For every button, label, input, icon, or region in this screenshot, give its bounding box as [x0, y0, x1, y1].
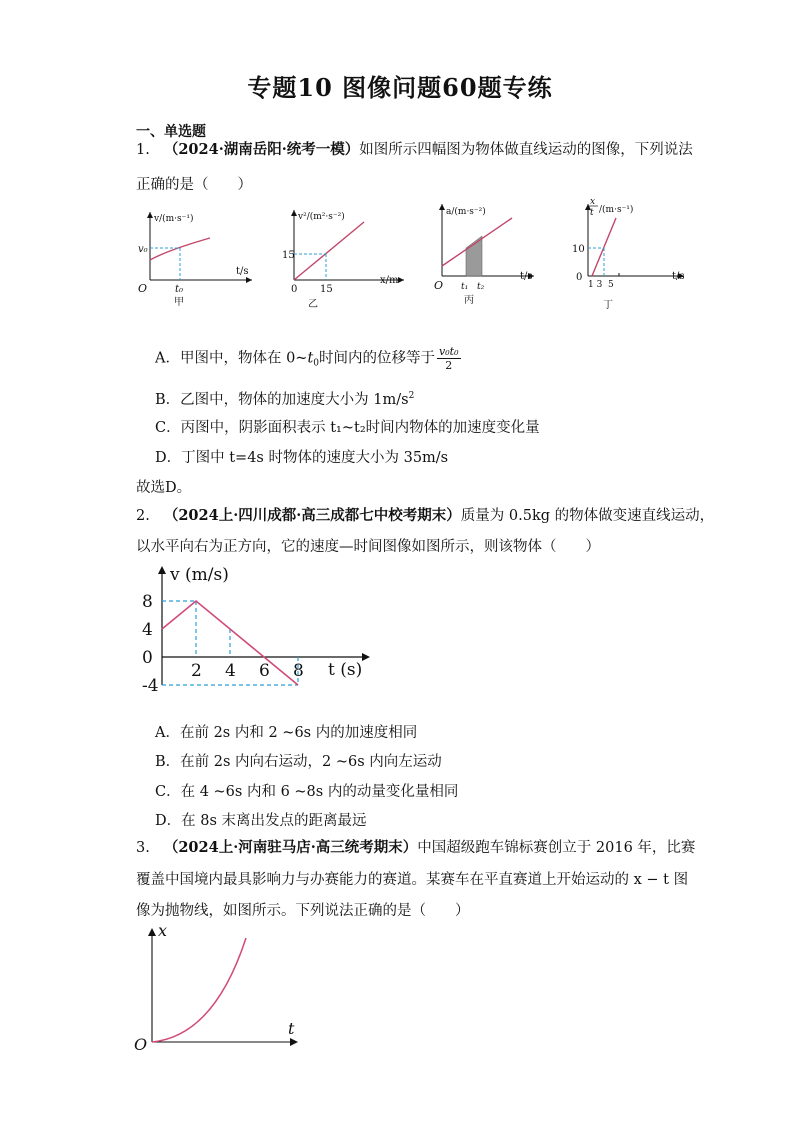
graph-yi-xlabel: x/m	[380, 275, 399, 286]
question-number: 3.	[136, 840, 150, 856]
xt-xlabel: t	[288, 1019, 295, 1038]
graph-ding-caption: 丁	[603, 300, 613, 311]
q1-option-a-text: A．甲图中，物体在 0~	[155, 350, 308, 367]
vt-ytick-label: 0	[142, 648, 153, 668]
question-3-line1	[136, 838, 695, 858]
xt-origin: O	[134, 1035, 148, 1054]
question-3-line3: 像为抛物线，如图所示。下列说法正确的是（ ）	[136, 903, 470, 919]
graph-jia-t0: t₀	[175, 284, 184, 295]
graph-yi-origin: 0	[291, 284, 298, 295]
graph-jia	[128, 208, 258, 308]
graph-jia-caption: 甲	[174, 297, 184, 308]
graph-yi	[282, 206, 412, 310]
q1-option-b-sup: 2	[408, 391, 415, 401]
graph-ding-origin: 0	[576, 272, 583, 283]
question-text: 质量为 0.5kg 的物体做变速直线运动，	[460, 508, 715, 524]
fraction-denominator: 2	[445, 359, 453, 372]
graph-yi-ylabel: v²/(m²·s⁻²)	[298, 212, 345, 222]
xt-x-arrow	[290, 1038, 298, 1046]
xt-y-arrow	[148, 928, 156, 936]
graph-bing-xlabel: t/s	[520, 271, 533, 282]
q2-option-a: A．在前 2s 内和 2 ~6s 内的加速度相同	[155, 725, 418, 741]
vt-ytick-label: -4	[142, 676, 159, 696]
xt-ylabel: x	[158, 921, 168, 940]
graph-jia-ylabel: v/(m·s⁻¹)	[154, 214, 194, 224]
q1-answer: 故选D。	[136, 480, 192, 496]
q1-option-a-t: t	[307, 350, 314, 367]
question-2-line1	[136, 506, 714, 526]
graph-ding-xticks: 1 3 5	[588, 280, 614, 290]
q1-option-b-text: B．乙图中，物体的加速度大小为 1m/s	[155, 392, 409, 408]
question-text: 如图所示四幅图为物体做直线运动的图像，下列说法	[359, 142, 693, 158]
graph-bing	[432, 200, 548, 312]
xt-chart	[128, 918, 308, 1058]
vt-xtick-label: 8	[293, 661, 304, 681]
graph-bing-origin: O	[434, 279, 444, 292]
graph-bing-t1: t₁	[461, 282, 469, 292]
graph-jia-xlabel: t/s	[236, 266, 249, 277]
graph-yi-caption: 乙	[308, 299, 318, 310]
vt-x-arrow	[362, 653, 370, 661]
q2-option-b: B．在前 2s 内向右运动，2 ~6s 内向左运动	[155, 754, 442, 770]
question-source: （2024上·四川成都·高三成都七中校考期末）	[163, 507, 461, 524]
page-title: 专题10 图像问题60题专练	[247, 73, 553, 102]
vt-ytick-label: 4	[142, 620, 153, 640]
q1-option-d: D．丁图中 t=4s 时物体的速度大小为 35m/s	[155, 450, 449, 466]
xt-parabola	[152, 938, 246, 1042]
graph-ding-frac-den: t	[590, 208, 594, 218]
question-source: （2024·湖南岳阳·统考一模）	[163, 141, 360, 158]
graph-ding-frac-num: x	[590, 197, 596, 207]
graph-bing-ylabel: a/(m·s⁻²)	[446, 207, 486, 217]
question-number: 2.	[136, 508, 150, 524]
graph-ding	[566, 196, 696, 312]
graph-ding-xlabel: t/s	[672, 271, 685, 282]
vt-chart	[140, 560, 380, 700]
graph-bing-t2: t₂	[477, 282, 485, 292]
question-number: 1.	[136, 142, 150, 158]
question-1-line1	[136, 140, 693, 160]
graph-ding-ylabel: /(m·s⁻¹)	[599, 205, 634, 215]
section-heading: 一、单选题	[136, 124, 206, 140]
vt-ytick-label: 8	[142, 592, 153, 612]
q2-option-d: D．在 8s 末离出发点的距离最远	[155, 813, 367, 829]
vt-xtick-label: 2	[191, 661, 202, 681]
graph-bing-caption: 丙	[464, 295, 474, 306]
graph-yi-15y: 15	[282, 250, 295, 261]
question-source: （2024上·河南驻马店·高三统考期末）	[163, 839, 418, 856]
graph-jia-origin: O	[138, 282, 148, 295]
q1-option-b	[155, 388, 414, 409]
graph-yi-15x: 15	[320, 284, 333, 295]
graph-jia-v0: v₀	[138, 244, 148, 255]
q2-option-c: C．在 4 ~6s 内和 6 ~8s 内的动量变化量相同	[155, 784, 459, 800]
vt-xlabel: t (s)	[328, 660, 363, 680]
question-1-line2: 正确的是（ ）	[136, 177, 252, 193]
q1-option-a	[155, 345, 461, 372]
graph-ding-10: 10	[572, 244, 585, 255]
question-2-line2: 以水平向右为正方向，它的速度—时间图像如图所示，则该物体（ ）	[136, 539, 600, 555]
fraction-numerator: v₀t₀	[439, 345, 459, 358]
question-3-line2: 覆盖中国境内最具影响力与办赛能力的赛道。某赛车在平直赛道上开始运动的 x − t 图	[136, 872, 689, 888]
q1-option-c: C．丙图中，阴影面积表示 t₁~t₂时间内物体的加速度变化量	[155, 420, 540, 436]
vt-ylabel: v (m/s)	[170, 565, 229, 585]
graph-bing-shaded-area	[466, 236, 482, 276]
vt-xtick-label: 6	[259, 661, 270, 681]
q1-option-a-mid: 时间内的位移等于	[319, 350, 436, 367]
vt-y-arrow	[158, 566, 166, 574]
question-text: 中国超级跑车锦标赛创立于 2016 年，比赛	[417, 840, 696, 856]
q1-option-a-fraction	[437, 345, 460, 372]
vt-xtick-label: 4	[225, 661, 236, 681]
q1-option-a-sub: 0	[313, 358, 320, 369]
